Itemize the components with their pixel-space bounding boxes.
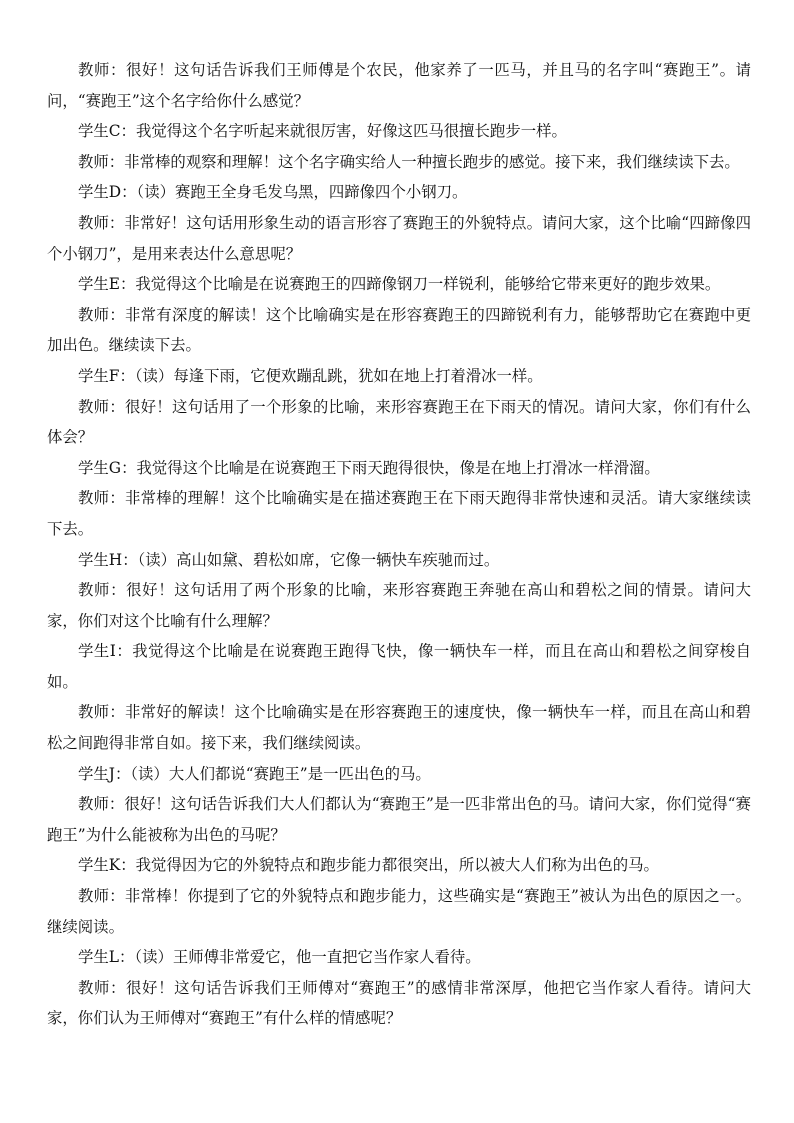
paragraph: 学生F：（读）每逢下雨，它便欢蹦乱跳，犹如在地上打着滑冰一样。 [78, 366, 543, 385]
paragraph: 学生H：（读）高山如黛、碧松如席，它像一辆快车疾驰而过。 [78, 550, 500, 569]
paragraph: 学生J：（读）大人们都说“赛跑王”是一匹出色的马。 [78, 764, 431, 783]
paragraph: 教师：非常好！这句话用形象生动的语言形容了赛跑王的外貌特点。请问大家，这个比喻“四蹄像四个小钢刀”，是用来表达什么意思呢？ [47, 213, 751, 263]
document-body [47, 55, 751, 1034]
paragraph: 学生L：（读）王师傅非常爱它，他一直把它当作家人看待。 [78, 948, 481, 967]
paragraph: 教师：很好！这句话用了一个形象的比喻，来形容赛跑王在下雨天的情况。请问大家，你们有什么体会？ [47, 397, 751, 447]
paragraph: 教师：很好！这句话用了两个形象的比喻，来形容赛跑王奔驰在高山和碧松之间的情景。请问大家，你们对这个比喻有什么理解？ [47, 581, 751, 630]
paragraph: 学生G：我觉得这个比喻是在说赛跑王下雨天跑得很快，像是在地上打滑冰一样滑溜。 [78, 458, 660, 477]
paragraph: 学生I：我觉得这个比喻是在说赛跑王跑得飞快，像一辆快车一样，而且在高山和碧松之间穿梭自如。 [47, 642, 751, 691]
paragraph: 教师：很好！这句话告诉我们王师傅对“赛跑王”的感情非常深厚，他把它当作家人看待。请问大家，你们认为王师傅对“赛跑王”有什么样的情感呢？ [47, 978, 751, 1028]
paragraph: 教师：非常棒的观察和理解！这个名字确实给人一种擅长跑步的感觉。接下来，我们继续读下去。 [78, 152, 740, 171]
paragraph: 教师：非常棒！你提到了它的外貌特点和跑步能力，这些确实是“赛跑王”被认为出色的原因之一。继续阅读。 [47, 887, 751, 936]
paragraph: 学生C：我觉得这个名字听起来就很厉害，好像这匹马很擅长跑步一样。 [78, 122, 567, 141]
paragraph: 学生E：我觉得这个比喻是在说赛跑王的四蹄像钢刀一样锐利，能够给它带来更好的跑步效果。 [78, 275, 721, 294]
paragraph: 学生K：我觉得因为它的外貌特点和跑步能力都很突出，所以被大人们称为出色的马。 [78, 856, 659, 875]
paragraph: 教师：非常棒的理解！这个比喻确实是在描述赛跑王在下雨天跑得非常快速和灵活。请大家继续读下去。 [47, 489, 751, 538]
paragraph: 学生D：（读）赛跑王全身毛发乌黑，四蹄像四个小钢刀。 [78, 183, 468, 202]
paragraph: 教师：很好！这句话告诉我们大人们都认为“赛跑王”是一匹非常出色的马。请问大家，你们觉得“赛跑王”为什么能被称为出色的马呢？ [47, 795, 751, 844]
paragraph: 教师：非常有深度的解读！这个比喻确实是在形容赛跑王的四蹄锐利有力，能够帮助它在赛跑中更加出色。继续读下去。 [47, 305, 751, 355]
paragraph: 教师：很好！这句话告诉我们王师傅是个农民，他家养了一匹马，并且马的名字叫“赛跑王”。请问，“赛跑王”这个名字给你什么感觉？ [47, 61, 751, 110]
paragraph: 教师：非常好的解读！这个比喻确实是在形容赛跑王的速度快，像一辆快车一样，而且在高山和碧松之间跑得非常自如。接下来，我们继续阅读。 [47, 703, 751, 753]
